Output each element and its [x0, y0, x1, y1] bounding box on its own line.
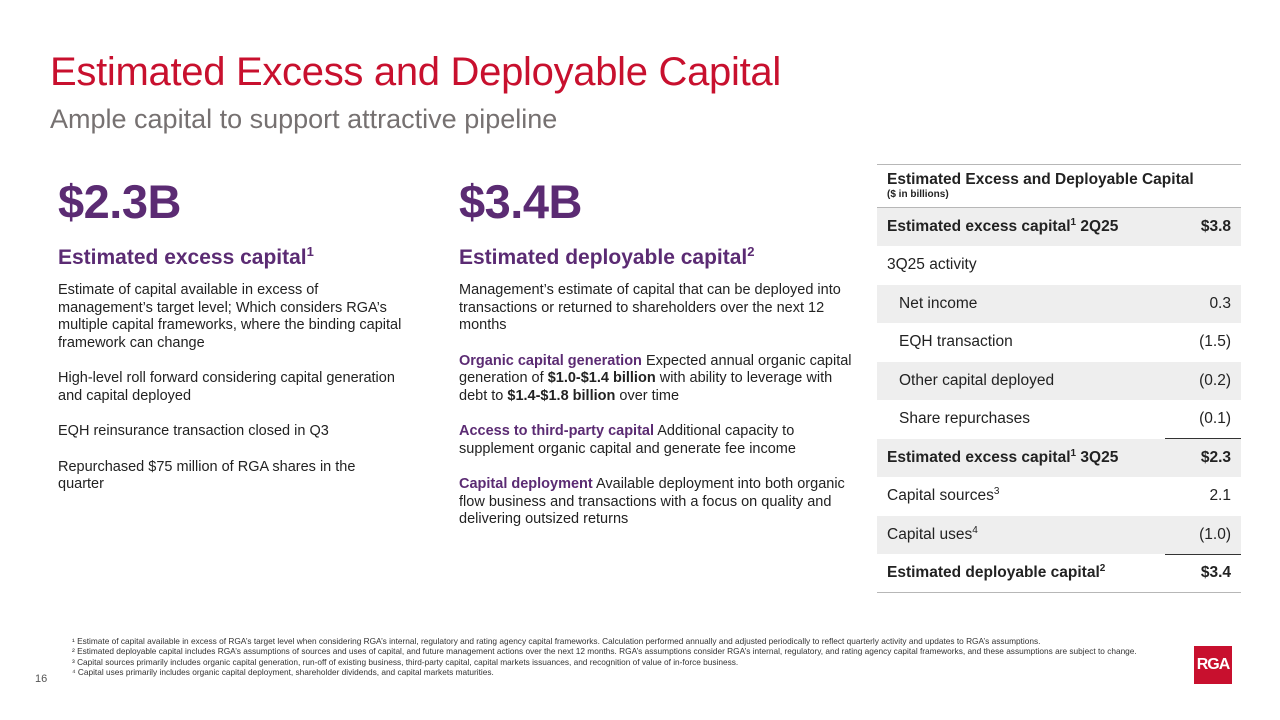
row-value: 2.1	[1209, 487, 1231, 505]
row-label: Other capital deployed	[877, 362, 1165, 401]
repurchase-note: Repurchased $75 million of RGA shares in the quarter	[58, 458, 356, 492]
row-label: EQH transaction	[899, 333, 1013, 351]
footnote-ref: 1	[306, 244, 314, 259]
footnote-ref: 1	[1070, 216, 1077, 228]
row-value: $3.8	[1165, 208, 1241, 247]
row-label: 3Q25 activity	[887, 256, 977, 274]
row-value: (1.0)	[1165, 516, 1241, 555]
deployable-capital-heading-text: Estimated deployable capital	[459, 246, 748, 269]
organic-capital-lead: Organic capital generation	[459, 352, 642, 369]
excess-capital-heading-text: Estimated excess capital	[58, 246, 307, 269]
deployable-capital-heading	[459, 244, 854, 272]
third-party-capital-paragraph	[459, 423, 854, 458]
capital-deployment-lead: Capital deployment	[459, 476, 593, 492]
footnote-ref: 1	[1070, 447, 1077, 459]
capital-deployment-text: Available deployment into both organic flow business and transactions with a focus on quality and delivering outsized returns	[459, 476, 845, 527]
row-label: Capital sources	[887, 487, 994, 505]
table-row	[877, 439, 1241, 478]
excess-capital-column	[58, 172, 403, 494]
organic-text-2: with ability to leverage with debt to	[459, 370, 833, 404]
footnote-4: ⁴ Capital uses primarily includes organic capital deployment, shareholder dividends, and capital markets maturities.	[72, 666, 494, 677]
row-label: Estimated deployable capital	[887, 564, 1100, 581]
page-number: 16	[35, 673, 48, 685]
roll-forward-note: High-level roll forward considering capital generation and capital deployed	[58, 370, 395, 404]
deployable-capital-column	[459, 172, 854, 529]
row-label: Capital uses	[887, 525, 973, 543]
footnote-ref: 2	[1099, 562, 1106, 574]
deployable-capital-amount: $3.4B	[459, 175, 582, 228]
table-row	[877, 208, 1241, 247]
excess-capital-heading	[58, 244, 403, 272]
row-value: 0.3	[1165, 285, 1241, 324]
footnotes	[72, 636, 1162, 677]
row-value: (0.1)	[1199, 410, 1231, 427]
row-value: $3.4	[1165, 554, 1241, 593]
table-row	[877, 516, 1241, 555]
row-period: 2Q25	[1076, 218, 1119, 235]
table-row	[877, 477, 1241, 516]
excess-capital-definition: Estimate of capital available in excess of management’s target level; Which considers RGA’s multiple capital frameworks, where the binding capital framework can change	[58, 282, 402, 351]
row-label: Estimated excess capital	[887, 218, 1071, 235]
row-label: Net income	[877, 285, 1165, 324]
third-party-text: Additional capacity to supplement organic capital and generate fee income	[459, 423, 796, 457]
footnote-ref: 3	[993, 486, 1000, 498]
row-value: (1.5)	[1199, 333, 1231, 351]
page-title: Estimated Excess and Deployable Capital	[50, 50, 781, 94]
table-row	[877, 362, 1241, 401]
organic-text-1: Expected annual organic capital generation of	[459, 352, 852, 386]
footnote-ref: 2	[747, 244, 755, 259]
table-row	[877, 323, 1241, 362]
organic-range-2: $1.4-$1.8 billion	[507, 387, 616, 404]
rga-logo: RGA	[1194, 646, 1232, 684]
table-row	[877, 246, 1241, 285]
excess-capital-amount: $2.3B	[58, 175, 181, 228]
row-label: Estimated excess capital	[887, 448, 1071, 466]
deployable-capital-definition: Management’s estimate of capital that can be deployed into transactions or returned to shareholders over the next 12 months	[459, 282, 841, 333]
table-row	[877, 400, 1241, 439]
row-period: 3Q25	[1076, 448, 1119, 466]
row-value: $2.3	[1165, 439, 1241, 478]
table-row	[877, 554, 1241, 593]
footnote-3: ³ Capital sources primarily includes organic capital generation, run-off of existing business, third-party capital, capital markets issuances, and recognition of value of in-force business.	[72, 656, 739, 667]
table-row	[877, 285, 1241, 324]
page-subtitle: Ample capital to support attractive pipeline	[50, 104, 558, 134]
footnote-1: ¹ Estimate of capital available in excess of RGA’s target level when considering RGA’s internal, regulatory and rating agency capital frameworks. Calculation performed annually and adjusted periodically to reflect quarterly activity and updates to RGA’s assumptions.	[72, 636, 1041, 646]
organic-capital-paragraph	[459, 353, 854, 406]
third-party-lead: Access to third-party capital	[459, 423, 654, 439]
footnote-2: ² Estimated deployable capital includes RGA’s assumptions of sources and uses of capital, and future management actions over the next 12 months. RGA’s assumptions consider RGA’s internal, regulatory, and rating agency capital frameworks, and these assumptions are subject to change.	[72, 646, 1137, 657]
organic-text-3: over time	[615, 387, 680, 404]
row-value: (0.2)	[1165, 362, 1241, 401]
row-label: Share repurchases	[899, 410, 1030, 428]
footnote-ref: 4	[972, 524, 978, 536]
table-title: Estimated Excess and Deployable Capital	[887, 171, 1194, 188]
row-value	[1165, 246, 1241, 285]
table-units: ($ in billions)	[887, 189, 949, 200]
eqh-note: EQH reinsurance transaction closed in Q3	[58, 423, 329, 439]
table-header	[877, 165, 1241, 208]
capital-deployment-paragraph	[459, 476, 854, 529]
capital-table	[877, 164, 1241, 593]
organic-range-1: $1.0-$1.4 billion	[547, 370, 656, 386]
